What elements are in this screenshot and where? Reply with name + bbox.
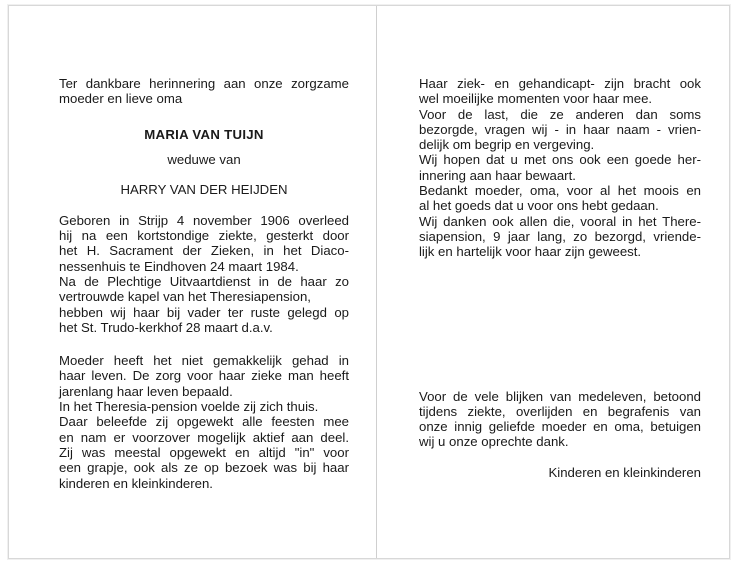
memorial-card — [8, 5, 730, 559]
paragraph-line: lijk en hartelijk voor haar zijn geweest. — [419, 244, 642, 260]
paragraph-line: jarenlang haar leven bepaald. — [59, 383, 233, 399]
paragraph-line: bezorgde, vragen wij - in haar naam - vrien- — [419, 121, 701, 137]
husband-name: HARRY VAN DER HEIJDEN — [120, 182, 288, 198]
paragraph-line: al het goeds dat u voor ons hebt gedaan. — [419, 198, 659, 214]
paragraph-line: siapension, 9 jaar lang, zo bezorgd, vriende- — [419, 228, 701, 244]
paragraph-line: innering aan haar bewaart. — [419, 167, 576, 183]
paragraph-line: Na de Plechtige Uitvaartdienst in de haar zo — [59, 273, 349, 289]
paragraph-line: kinderen en kleinkinderen. — [59, 475, 213, 491]
paragraph-line: Geboren in Strijp 4 november 1906 overleed — [59, 212, 349, 228]
paragraph-line: een grapje, ook als ze op bezoek was bij haar — [59, 460, 349, 476]
paragraph-line: Moeder heeft het niet gemakkelijk gehad in — [59, 353, 349, 369]
right-page — [419, 76, 701, 480]
paragraph-line: het H. Sacrament der Zieken, in het Diaco- — [59, 243, 349, 259]
paragraph-line: vertrouwde kapel van het Theresiapension, — [59, 289, 311, 305]
paragraph-line: In het Theresia-pension voelde zij zich thuis. — [59, 399, 319, 415]
deceased-name: MARIA VAN TUIJN — [144, 126, 264, 142]
paragraph-line: delijk om begrip en vergeving. — [419, 137, 595, 153]
paragraph-line: wel moeilijke momenten voor haar mee. — [419, 91, 653, 107]
paragraph-line: Daar beleefde zij opgewekt alle feesten mee — [59, 414, 349, 430]
card-fold-line — [376, 6, 377, 558]
intro-line: moeder en lieve oma — [59, 91, 183, 107]
paragraph-line: Zij was meestal opgewekt en altijd "in" voor — [59, 444, 349, 460]
paragraph-line: onze innig geliefde moeder en oma, betuigen — [419, 419, 701, 435]
left-page — [59, 76, 349, 491]
intro-line: Ter dankbare herinnering aan onze zorgzame — [59, 76, 349, 91]
signature: Kinderen en kleinkinderen — [548, 464, 701, 480]
widow-of-label: weduwe van — [167, 152, 241, 168]
paragraph-line: wij u onze oprechte dank. — [419, 434, 569, 450]
paragraph-line: haar leven. De zorg voor haar zieke man heeft — [59, 368, 349, 384]
paragraph-line: Wij hopen dat u met ons ook een goede her- — [419, 152, 701, 168]
paragraph-line: hij na een kortstondige ziekte, gesterkt door — [59, 228, 349, 244]
paragraph-line: Voor de last, die ze anderen dan soms — [419, 106, 701, 122]
paragraph-line: Haar ziek- en gehandicapt- zijn bracht ook — [419, 76, 701, 91]
paragraph-line: Bedankt moeder, oma, voor al het moois en — [419, 183, 701, 199]
paragraph-line: en nam er voorzover mogelijk aktief aan deel. — [59, 429, 349, 445]
paragraph-line: Wij danken ook allen die, vooral in het There- — [419, 213, 701, 229]
paragraph-line: Voor de vele blijken van medeleven, betoond — [419, 388, 701, 404]
paragraph-line: tijdens ziekte, overlijden en begrafenis van — [419, 403, 701, 419]
paragraph-line: het St. Trudo-kerkhof 28 maart d.a.v. — [59, 319, 273, 335]
paragraph-line: hebben wij haar bij vader ter ruste gelegd op — [59, 304, 349, 320]
paragraph-line: nessenhuis te Eindhoven 24 maart 1984. — [59, 258, 299, 274]
